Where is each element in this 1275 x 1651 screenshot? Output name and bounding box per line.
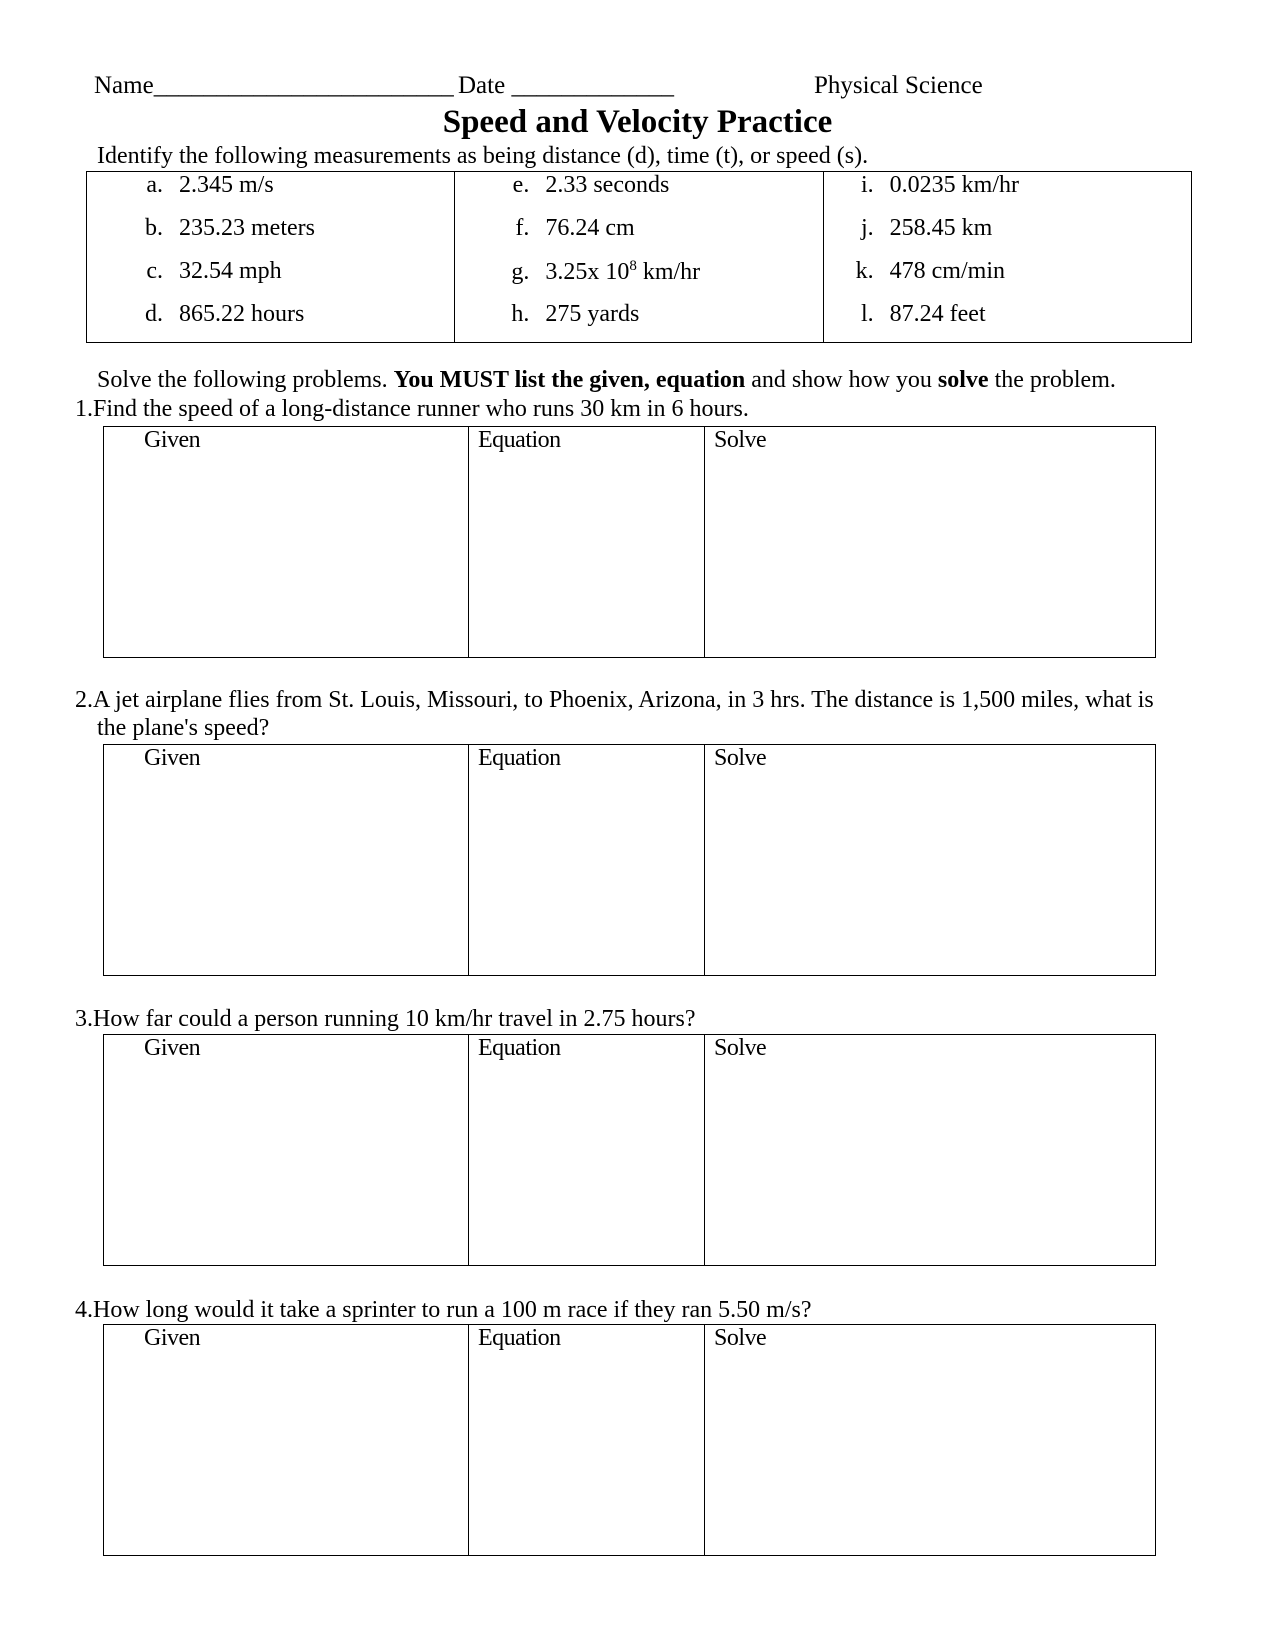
problem-statement: How far could a person running 10 km/hr travel in 2.75 hours? bbox=[93, 1006, 696, 1032]
measurement-value: 32.54 mph bbox=[179, 258, 282, 284]
solve-intro-bold: You MUST list the given, equation bbox=[393, 367, 746, 393]
problem-2-text bbox=[75, 686, 1154, 742]
solve-header: Solve bbox=[714, 745, 767, 771]
measurement-item bbox=[840, 301, 986, 328]
equation-header: Equation bbox=[478, 1035, 561, 1061]
solve-header: Solve bbox=[714, 1325, 767, 1351]
problem-statement: A jet airplane flies from St. Louis, Missouri, to Phoenix, Arizona, in 3 hrs. The distance is 1,500 miles, what is bbox=[93, 687, 1154, 713]
measurement-item bbox=[129, 172, 274, 199]
problem-1-text bbox=[75, 395, 749, 423]
problem-statement-continued: the plane's speed? bbox=[97, 715, 270, 741]
measurement-item bbox=[129, 258, 282, 285]
measurement-letter: k. bbox=[855, 258, 874, 284]
name-label: Name bbox=[94, 72, 154, 99]
measurement-letter: d. bbox=[145, 301, 163, 327]
identify-instruction: Identify the following measurements as being distance (d), time (t), or speed (s). bbox=[97, 143, 869, 169]
solve-header: Solve bbox=[714, 1035, 767, 1061]
measurements-column-3 bbox=[823, 172, 1191, 342]
name-field[interactable] bbox=[94, 72, 454, 100]
measurement-letter: g. bbox=[511, 259, 530, 285]
measurement-value: 478 cm/min bbox=[889, 258, 1005, 284]
measurement-value: 235.23 meters bbox=[179, 215, 315, 241]
measurement-letter: l. bbox=[860, 301, 874, 327]
measurement-letter: c. bbox=[146, 258, 163, 284]
measurement-letter: j. bbox=[860, 215, 874, 241]
problem-statement: How long would it take a sprinter to run a 100 m race if they ran 5.50 m/s? bbox=[93, 1297, 812, 1323]
measurement-letter: h. bbox=[511, 301, 530, 327]
date-field[interactable] bbox=[458, 72, 674, 100]
problem-3-text bbox=[75, 1005, 696, 1033]
problem-number: 4. bbox=[75, 1297, 93, 1323]
measurement-value: 2.33 seconds bbox=[545, 172, 670, 198]
given-header: Given bbox=[144, 1035, 201, 1061]
equation-header: Equation bbox=[478, 1325, 561, 1351]
measurement-item bbox=[129, 301, 304, 328]
problem-4-work-table bbox=[103, 1324, 1156, 1556]
name-blank[interactable]: ________________________ bbox=[153, 72, 454, 99]
solve-intro-text: Solve the following problems. bbox=[97, 367, 394, 393]
measurement-item bbox=[840, 215, 993, 242]
measurement-item bbox=[840, 258, 1005, 285]
measurement-value: 258.45 km bbox=[889, 215, 993, 241]
problem-statement: Find the speed of a long-distance runner who runs 30 km in 6 hours. bbox=[93, 396, 749, 422]
solve-intro-bold2: solve bbox=[937, 367, 989, 393]
measurements-table bbox=[86, 171, 1192, 343]
measurement-item bbox=[495, 301, 639, 328]
page-title: Speed and Velocity Practice bbox=[442, 104, 833, 140]
problem-4-text bbox=[75, 1296, 812, 1324]
measurement-value: 2.345 m/s bbox=[179, 172, 274, 198]
measurement-exponent: 8 bbox=[629, 258, 637, 274]
measurement-letter: f. bbox=[515, 215, 530, 241]
problem-number: 1. bbox=[75, 396, 93, 422]
measurement-letter: a. bbox=[146, 172, 163, 198]
measurement-item bbox=[495, 258, 700, 286]
measurement-letter: b. bbox=[145, 215, 163, 241]
problem-3-work-table bbox=[103, 1034, 1156, 1266]
equation-header: Equation bbox=[478, 427, 561, 453]
course-name: Physical Science bbox=[814, 72, 983, 99]
measurements-column-2 bbox=[454, 172, 822, 342]
given-header: Given bbox=[144, 427, 201, 453]
solve-intro-end: the problem. bbox=[988, 367, 1116, 393]
equation-header: Equation bbox=[478, 745, 561, 771]
measurement-item bbox=[495, 172, 669, 199]
measurement-item bbox=[840, 172, 1019, 199]
problem-1-work-table bbox=[103, 426, 1156, 658]
measurement-value: 275 yards bbox=[545, 301, 640, 327]
measurement-unit: km/hr bbox=[636, 259, 701, 285]
solve-header: Solve bbox=[714, 427, 767, 453]
measurement-value: 0.0235 km/hr bbox=[889, 172, 1019, 198]
problem-number: 3. bbox=[75, 1006, 93, 1032]
measurement-letter: e. bbox=[512, 172, 530, 198]
measurement-item bbox=[129, 215, 315, 242]
problem-number: 2. bbox=[75, 687, 93, 713]
measurement-item bbox=[495, 215, 634, 242]
measurement-letter: i. bbox=[860, 172, 874, 198]
date-label: Date bbox=[458, 72, 506, 99]
solve-instruction bbox=[97, 367, 1116, 394]
date-blank[interactable]: _____________ bbox=[511, 72, 674, 99]
measurements-column-1 bbox=[87, 172, 454, 342]
measurement-value: 87.24 feet bbox=[889, 301, 986, 327]
problem-2-work-table bbox=[103, 744, 1156, 976]
measurement-value: 865.22 hours bbox=[179, 301, 305, 327]
given-header: Given bbox=[144, 1325, 201, 1351]
solve-intro-mid: and show how you bbox=[745, 367, 938, 393]
measurement-value: 76.24 cm bbox=[545, 215, 635, 241]
measurement-value: 3.25x 10 bbox=[545, 259, 630, 285]
given-header: Given bbox=[144, 745, 201, 771]
